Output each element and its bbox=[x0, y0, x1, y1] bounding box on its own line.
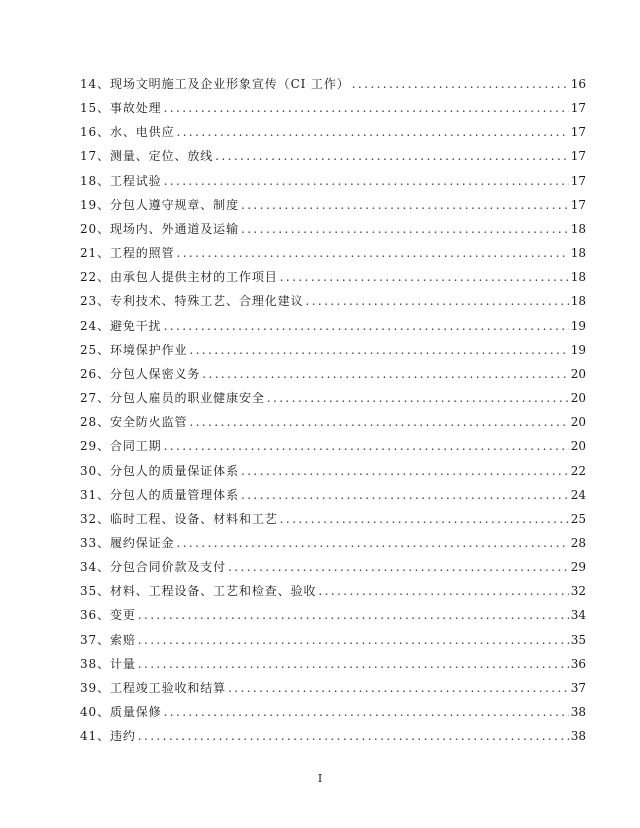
toc-entry-page: 37 bbox=[570, 680, 586, 695]
toc-leader-dots bbox=[176, 531, 568, 555]
toc-entry-title: 30、分包人的质量保证体系 bbox=[80, 463, 239, 478]
toc-entry[interactable] bbox=[80, 217, 586, 241]
toc-entry-title: 16、水、电供应 bbox=[80, 125, 175, 140]
toc-entry[interactable] bbox=[80, 410, 586, 434]
toc-leader-dots bbox=[228, 555, 569, 579]
toc-leader-dots bbox=[318, 579, 568, 603]
toc-entry-page: 19 bbox=[570, 342, 586, 357]
toc-entry-page: 34 bbox=[570, 608, 586, 623]
toc-entry[interactable] bbox=[80, 531, 586, 555]
toc-leader-dots bbox=[189, 410, 568, 434]
toc-entry[interactable] bbox=[80, 628, 586, 652]
toc-leader-dots bbox=[280, 507, 569, 531]
toc-leader-dots bbox=[241, 193, 569, 217]
table-of-contents bbox=[80, 72, 586, 748]
toc-entry-page: 25 bbox=[570, 511, 586, 526]
toc-entry-page: 17 bbox=[570, 125, 586, 140]
toc-entry-title: 39、工程竣工验收和结算 bbox=[80, 680, 227, 695]
toc-entry[interactable] bbox=[80, 700, 586, 724]
toc-entry-title: 28、安全防火监管 bbox=[80, 415, 188, 430]
toc-leader-dots bbox=[164, 169, 569, 193]
toc-entry[interactable] bbox=[80, 555, 586, 579]
toc-entry-page: 18 bbox=[570, 246, 586, 261]
toc-entry-page: 18 bbox=[570, 294, 586, 309]
toc-leader-dots bbox=[176, 120, 568, 144]
toc-leader-dots bbox=[305, 289, 568, 313]
toc-entry-page: 18 bbox=[570, 270, 586, 285]
toc-leader-dots bbox=[164, 700, 569, 724]
toc-entry[interactable] bbox=[80, 193, 586, 217]
toc-entry-page: 38 bbox=[570, 705, 586, 720]
toc-entry[interactable] bbox=[80, 265, 586, 289]
toc-leader-dots bbox=[176, 241, 568, 265]
toc-entry[interactable] bbox=[80, 338, 586, 362]
toc-entry-title: 26、分包人保密义务 bbox=[80, 366, 201, 381]
toc-entry-title: 25、环境保护作业 bbox=[80, 342, 188, 357]
toc-entry-title: 15、事故处理 bbox=[80, 101, 162, 116]
toc-entry-page: 28 bbox=[570, 535, 586, 550]
toc-entry-page: 20 bbox=[570, 415, 586, 430]
toc-entry-title: 38、计量 bbox=[80, 656, 136, 671]
toc-leader-dots bbox=[280, 265, 569, 289]
toc-entry-title: 17、测量、定位、放线 bbox=[80, 149, 214, 164]
toc-entry-title: 31、分包人的质量管理体系 bbox=[80, 487, 239, 502]
toc-entry-page: 22 bbox=[570, 463, 586, 478]
toc-entry-title: 21、工程的照管 bbox=[80, 246, 175, 261]
page-number: I bbox=[317, 772, 323, 785]
toc-entry[interactable] bbox=[80, 652, 586, 676]
toc-entry-page: 35 bbox=[570, 632, 586, 647]
toc-entry-title: 34、分包合同价款及支付 bbox=[80, 560, 227, 575]
toc-leader-dots bbox=[164, 96, 569, 120]
toc-leader-dots bbox=[138, 652, 569, 676]
toc-entry-page: 29 bbox=[570, 560, 586, 575]
toc-entry-title: 35、材料、工程设备、工艺和检查、验收 bbox=[80, 584, 317, 599]
toc-entry[interactable] bbox=[80, 362, 586, 386]
toc-entry[interactable] bbox=[80, 676, 586, 700]
toc-entry[interactable] bbox=[80, 459, 586, 483]
toc-leader-dots bbox=[138, 603, 569, 627]
toc-leader-dots bbox=[241, 217, 569, 241]
toc-entry-title: 27、分包人雇员的职业健康安全 bbox=[80, 391, 265, 406]
toc-entry-page: 19 bbox=[570, 318, 586, 333]
toc-entry-page: 16 bbox=[570, 77, 586, 91]
toc-entry-title: 41、违约 bbox=[80, 729, 136, 744]
toc-entry-page: 20 bbox=[570, 439, 586, 454]
toc-leader-dots bbox=[241, 483, 569, 507]
toc-leader-dots bbox=[202, 362, 568, 386]
toc-entry-title: 32、临时工程、设备、材料和工艺 bbox=[80, 511, 278, 526]
toc-entry[interactable] bbox=[80, 289, 586, 313]
toc-leader-dots bbox=[352, 72, 569, 96]
toc-entry-title: 23、专利技术、特殊工艺、合理化建议 bbox=[80, 294, 304, 309]
toc-entry-title: 22、由承包人提供主材的工作项目 bbox=[80, 270, 278, 285]
toc-entry-title: 37、索赔 bbox=[80, 632, 136, 647]
toc-entry[interactable] bbox=[80, 603, 586, 627]
toc-entry-page: 17 bbox=[570, 101, 586, 116]
toc-entry[interactable] bbox=[80, 144, 586, 168]
toc-entry[interactable] bbox=[80, 507, 586, 531]
toc-leader-dots bbox=[138, 724, 569, 748]
toc-entry[interactable] bbox=[80, 120, 586, 144]
toc-entry[interactable] bbox=[80, 241, 586, 265]
toc-entry-page: 18 bbox=[570, 221, 586, 236]
toc-entry[interactable] bbox=[80, 724, 586, 748]
toc-entry-title: 36、变更 bbox=[80, 608, 136, 623]
toc-entry-title: 40、质量保修 bbox=[80, 705, 162, 720]
toc-entry-title: 14、现场文明施工及企业形象宣传（CI 工作） bbox=[80, 77, 350, 91]
toc-entry-title: 29、合同工期 bbox=[80, 439, 162, 454]
toc-leader-dots bbox=[164, 434, 569, 458]
toc-entry-page: 17 bbox=[570, 149, 586, 164]
toc-leader-dots bbox=[138, 628, 569, 652]
toc-entry-title: 33、履约保证金 bbox=[80, 535, 175, 550]
toc-leader-dots bbox=[241, 459, 569, 483]
toc-entry-page: 38 bbox=[570, 729, 586, 744]
toc-entry-title: 18、工程试验 bbox=[80, 173, 162, 188]
toc-entry-title: 20、现场内、外通道及运输 bbox=[80, 221, 239, 236]
toc-leader-dots bbox=[164, 314, 569, 338]
toc-leader-dots bbox=[215, 144, 569, 168]
toc-leader-dots bbox=[189, 338, 568, 362]
toc-entry-title: 24、避免干扰 bbox=[80, 318, 162, 333]
toc-entry-page: 20 bbox=[570, 391, 586, 406]
toc-entry[interactable] bbox=[80, 579, 586, 603]
toc-entry[interactable] bbox=[80, 434, 586, 458]
toc-entry[interactable] bbox=[80, 314, 586, 338]
toc-entry-page: 20 bbox=[570, 366, 586, 381]
toc-entry[interactable] bbox=[80, 483, 586, 507]
toc-leader-dots bbox=[228, 676, 569, 700]
toc-entry[interactable] bbox=[80, 386, 586, 410]
toc-leader-dots bbox=[267, 386, 569, 410]
toc-entry-page: 24 bbox=[570, 487, 586, 502]
toc-entry-title: 19、分包人遵守规章、制度 bbox=[80, 197, 239, 212]
toc-entry[interactable] bbox=[80, 169, 586, 193]
toc-entry-page: 17 bbox=[570, 197, 586, 212]
toc-entry[interactable] bbox=[80, 96, 586, 120]
toc-entry-page: 36 bbox=[570, 656, 586, 671]
toc-entry-page: 17 bbox=[570, 173, 586, 188]
toc-entry[interactable] bbox=[80, 72, 586, 96]
toc-entry-page: 32 bbox=[570, 584, 586, 599]
